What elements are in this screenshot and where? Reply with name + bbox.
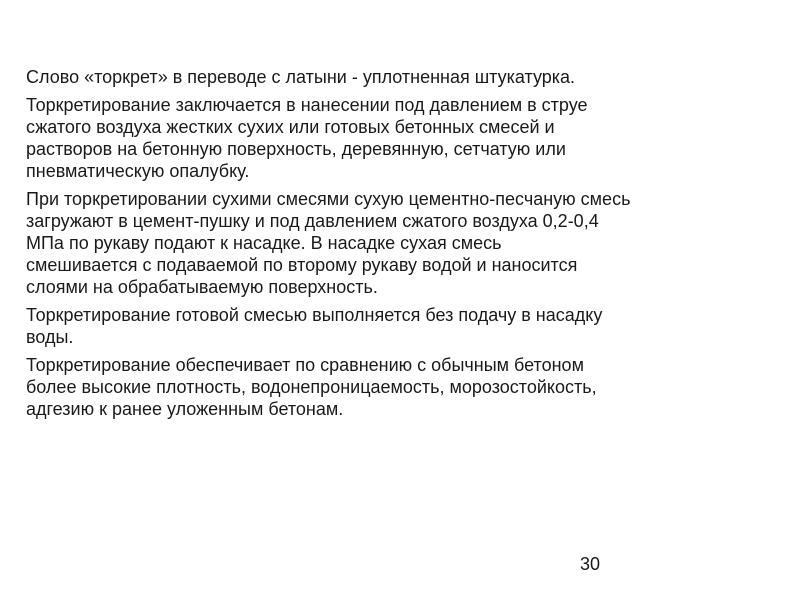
text-line: загружают в цемент-пушку и под давлением сжатого воздуха 0,2-0,4	[26, 211, 599, 231]
text-line: Торкретирование обеспечивает по сравнению с обычным бетоном	[26, 355, 584, 375]
text-line: слоями на обрабатываемую поверхность.	[26, 277, 378, 297]
paragraph-ready-mix	[26, 304, 770, 348]
text-line: смешивается с подаваемой по второму рукаву водой и наносится	[26, 255, 578, 275]
text-line: более высокие плотность, водонепроницаемость, морозостойкость,	[26, 377, 597, 397]
paragraph-dry-mix	[26, 188, 770, 298]
slide-text-body	[26, 66, 770, 426]
page-number: 30	[580, 554, 601, 574]
text-line: воды.	[26, 327, 74, 347]
text-line: Торкретирование готовой смесью выполняется без подачу в насадку	[26, 305, 603, 325]
text-line: Слово «торкрет» в переводе с латыни - уплотненная штукатурка.	[26, 67, 576, 87]
paragraph-process	[26, 94, 770, 182]
text-line: растворов на бетонную поверхность, деревянную, сетчатую или	[26, 139, 566, 159]
text-line: При торкретировании сухими смесями сухую цементно-песчаную смесь	[26, 189, 631, 209]
text-line: адгезию к ранее уложенным бетонам.	[26, 399, 344, 419]
paragraph-benefits	[26, 354, 770, 420]
text-line: пневматическую опалубку.	[26, 161, 250, 181]
text-line: сжатого воздуха жестких сухих или готовых бетонных смесей и	[26, 117, 555, 137]
text-line: МПа по рукаву подают к насадке. В насадке сухая смесь	[26, 233, 502, 253]
text-line: Торкретирование заключается в нанесении под давлением в струе	[26, 95, 588, 115]
paragraph-definition	[26, 66, 770, 88]
